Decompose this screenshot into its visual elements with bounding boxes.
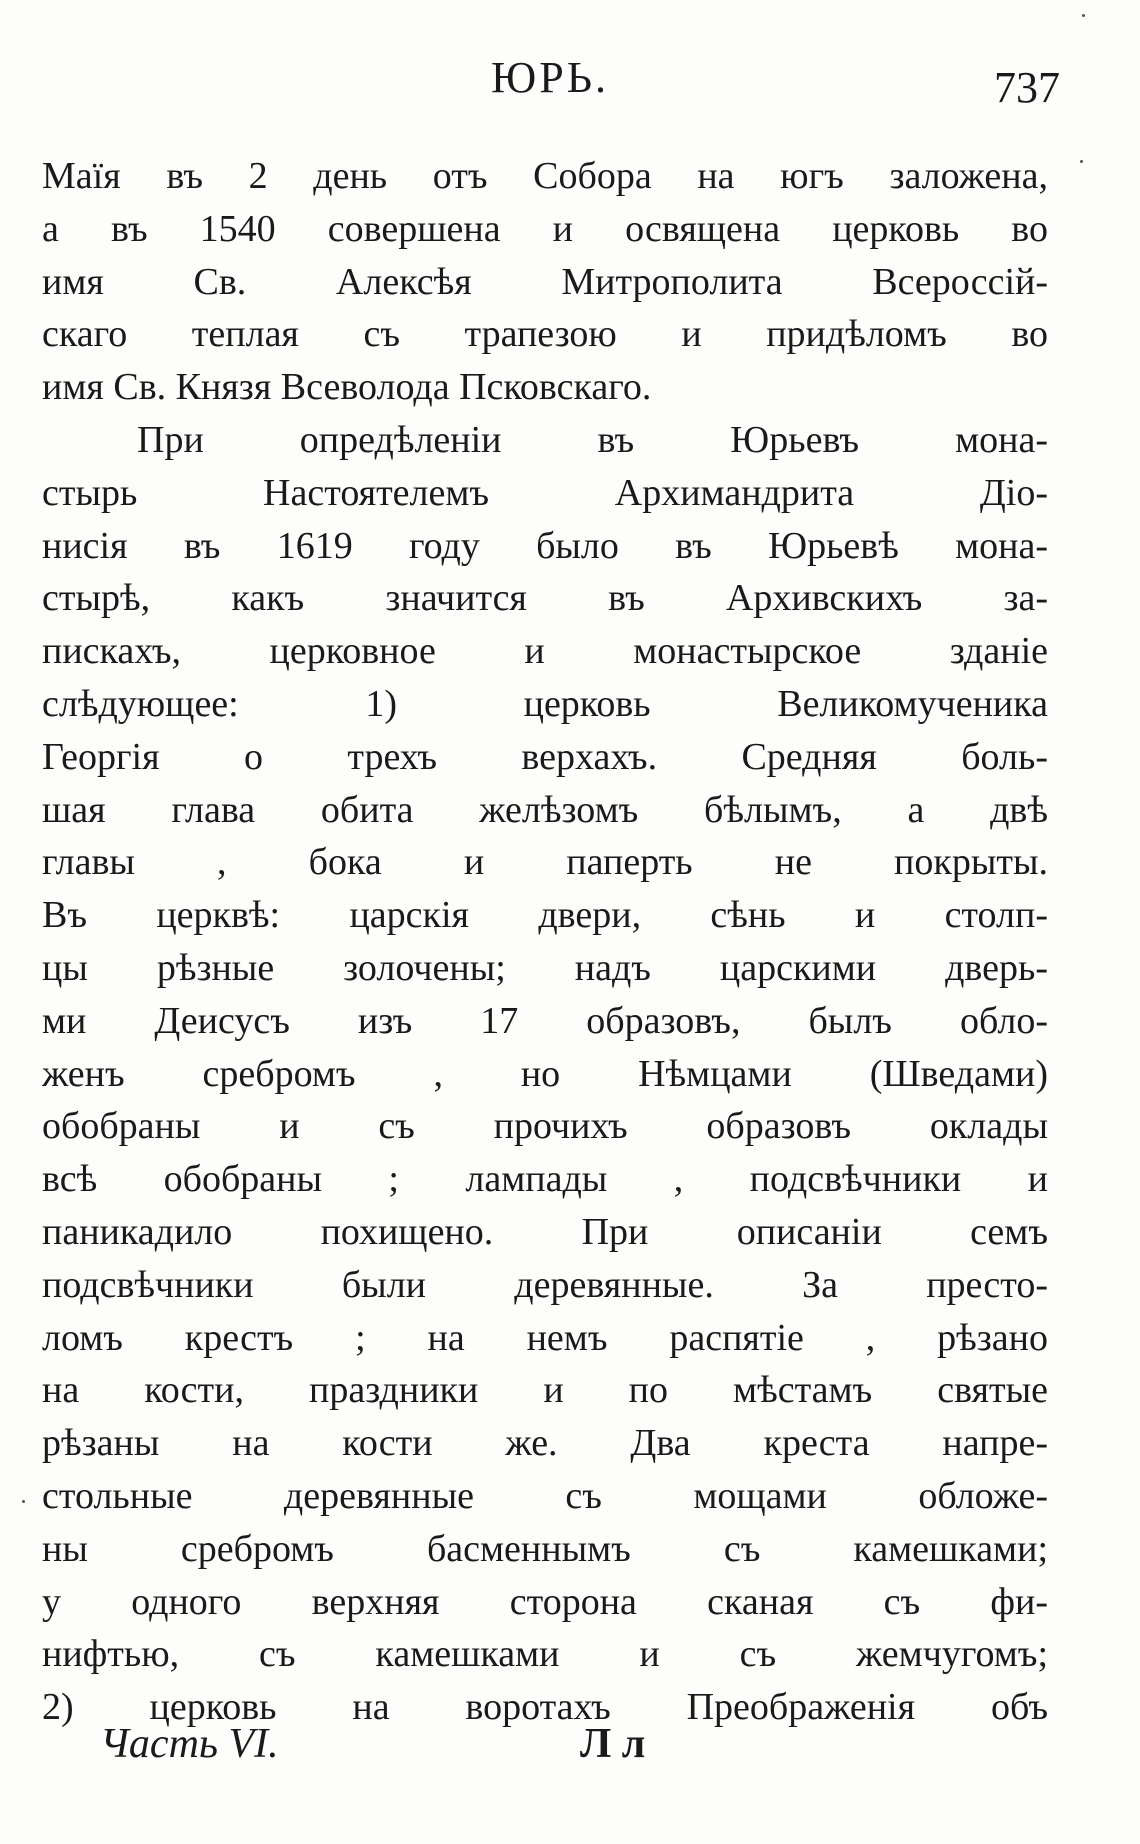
text-line: ми Деисусъ изъ 17 образовъ, былъ обло- bbox=[42, 999, 1048, 1042]
text-line: скаго теплая съ трапезою и придѣломъ во bbox=[42, 313, 1048, 356]
text-line: слѣдующее: 1) церковь Великомученика bbox=[42, 682, 1048, 725]
page-header bbox=[40, 48, 1060, 118]
text-line: всѣ обобраны ; лампады , подсвѣчники и bbox=[42, 1158, 1048, 1201]
text-line: пискахъ, церковное и монастырское зданіе bbox=[42, 630, 1048, 673]
text-line: на кости, праздники и по мѣстамъ святые bbox=[42, 1369, 1048, 1412]
body-text bbox=[42, 150, 1048, 1734]
text-line: стырь Настоятелемъ Архимандрита Діо- bbox=[42, 471, 1048, 514]
running-head: ЮРЬ. bbox=[491, 53, 609, 102]
text-line: стырѣ, какъ значится въ Архивскихъ за- bbox=[42, 577, 1048, 620]
text-line: рѣзаны на кости же. Два креста напре- bbox=[42, 1422, 1048, 1465]
signature-mark: Л л bbox=[580, 1721, 646, 1767]
text-line: Въ церквѣ: царскія двери, сѣнь и столп- bbox=[42, 894, 1048, 937]
text-line: у одного верхняя сторона сканая съ фи- bbox=[42, 1580, 1048, 1623]
text-line: паникадило похищено. При описаніи семъ bbox=[42, 1210, 1048, 1253]
signature-part: Часть VI. bbox=[100, 1721, 279, 1767]
text-line: Георгія о трехъ верхахъ. Средняя боль- bbox=[42, 735, 1048, 778]
text-line: стольные деревянные съ мощами обложе- bbox=[42, 1474, 1048, 1517]
text-line: При опредѣленіи въ Юрьевъ мона- bbox=[137, 418, 1048, 461]
text-line: нисія въ 1619 году было въ Юрьевѣ мона- bbox=[42, 524, 1048, 567]
text-line: обобраны и съ прочихъ образовъ оклады bbox=[42, 1105, 1048, 1148]
text-line: Маїя въ 2 день отъ Собора на югъ заложена, bbox=[42, 155, 1048, 197]
text-line: шая глава обита желѣзомъ бѣлымъ, а двѣ bbox=[42, 788, 1048, 831]
scan-speck bbox=[22, 1500, 25, 1503]
scan-speck bbox=[1080, 160, 1083, 163]
text-line: подсвѣчники были деревянные. За престо- bbox=[42, 1263, 1048, 1306]
page-footer bbox=[60, 1720, 960, 1780]
text-line: нифтью, съ камешками и съ жемчугомъ; bbox=[42, 1633, 1048, 1676]
text-line: 2) церковь на воротахъ Преображенія объ bbox=[42, 1686, 1048, 1729]
text-line: имя Св. Алексѣя Митрополита Всероссій- bbox=[42, 260, 1048, 303]
text-line: главы , бока и паперть не покрыты. bbox=[42, 841, 1048, 884]
scan-speck bbox=[1082, 14, 1085, 17]
text-line: ломъ крестъ ; на немъ распятіе , рѣзано bbox=[42, 1316, 1048, 1359]
page-number: 737 bbox=[994, 63, 1060, 112]
text-line: ны сребромъ басменнымъ съ камешками; bbox=[42, 1527, 1048, 1570]
text-line: цы рѣзные золочены; надъ царскими дверь- bbox=[42, 946, 1048, 989]
text-line: имя Св. Князя Всеволода Псковскаго. bbox=[42, 366, 652, 409]
text-line: а въ 1540 совершена и освящена церковь во bbox=[42, 207, 1048, 250]
text-line: женъ сребромъ , но Нѣмцами (Шведами) bbox=[42, 1052, 1048, 1095]
